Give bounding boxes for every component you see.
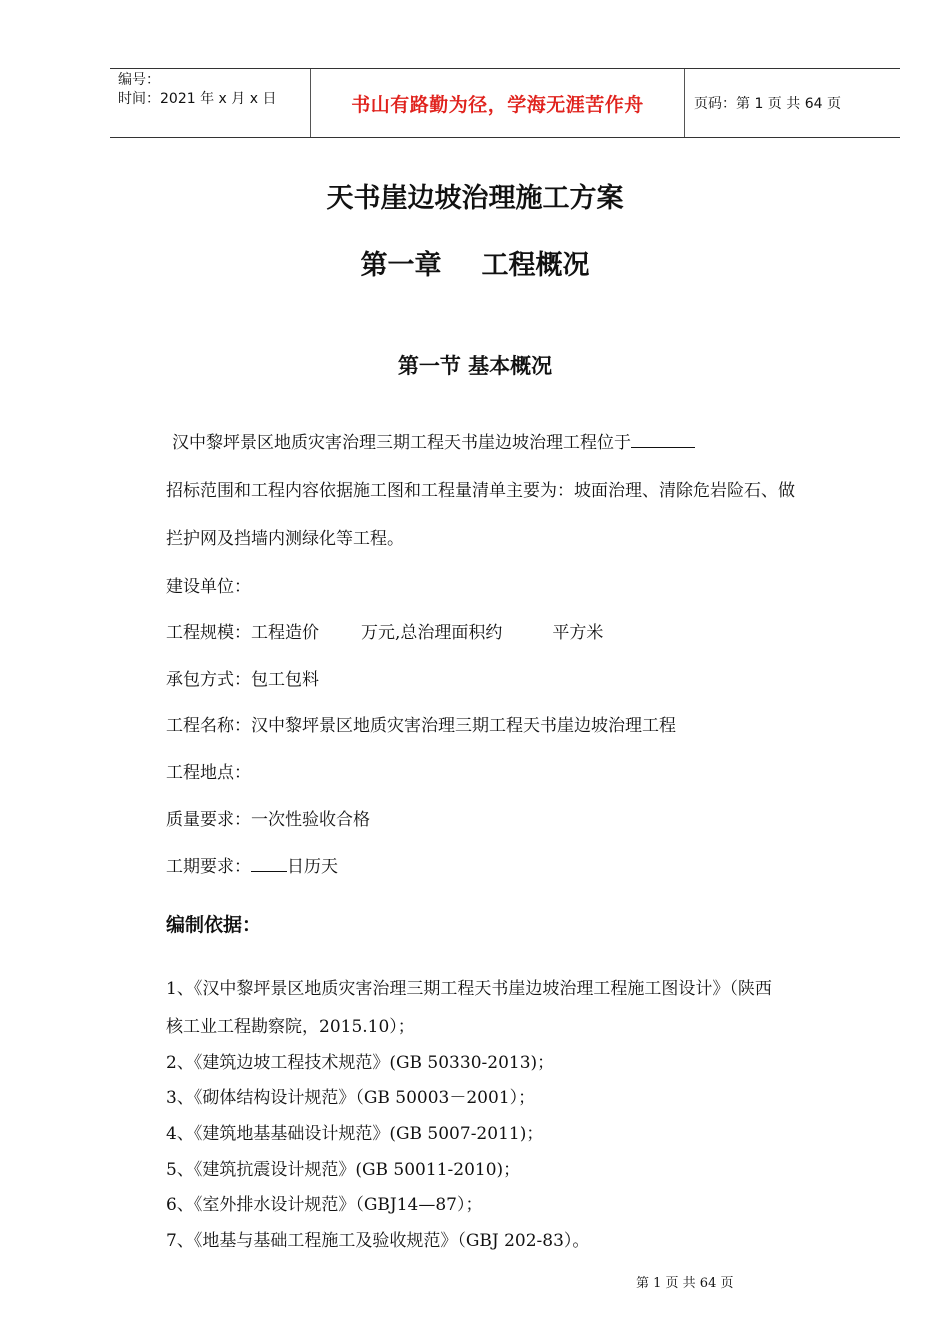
page-header	[110, 68, 900, 138]
page-footer: 第 1 页 共 64 页	[636, 1276, 734, 1291]
scale-area-label: 万元,总治理面积约	[361, 623, 503, 643]
basis-heading: 编制依据：	[166, 914, 262, 936]
chapter-heading	[0, 243, 950, 282]
doc-number-label: 编号：	[118, 72, 160, 88]
chapter-name: 工程概况	[481, 250, 590, 281]
project-name-line: 工程名称：汉中黎坪景区地质灾害治理三期工程天书崖边坡治理工程	[166, 716, 676, 736]
location-text: 汉中黎坪景区地质灾害治理三期工程天书崖边坡治理工程位于	[172, 433, 631, 453]
location-paragraph	[172, 428, 695, 453]
scale-line	[166, 618, 603, 643]
basis-item: 7、《地基与基础工程施工及验收规范》（GBJ 202-83）。	[166, 1231, 590, 1251]
scale-cost-label: 工程规模：工程造价	[166, 623, 319, 643]
owner-line: 建设单位：	[166, 577, 251, 597]
location-blank	[631, 433, 695, 448]
chapter-number: 第一章	[360, 250, 442, 281]
basis-item: 4、《建筑地基基础设计规范》(GB 5007-2011)；	[166, 1124, 544, 1144]
scale-unit: 平方米	[552, 623, 604, 643]
period-label: 工期要求：	[166, 857, 251, 877]
contract-line: 承包方式：包工包料	[166, 670, 319, 690]
doc-time-label: 时间：2021 年 x 月 x 日	[118, 91, 277, 107]
quality-line: 质量要求：一次性验收合格	[166, 810, 370, 830]
header-meta	[110, 69, 311, 137]
basis-item: 2、《建筑边坡工程技术规范》(GB 50330-2013)；	[166, 1053, 555, 1073]
period-unit: 日历天	[287, 857, 338, 877]
basis-item: 6、《室外排水设计规范》（GBJ14—87）；	[166, 1195, 483, 1215]
scope-paragraph-line2: 拦护网及挡墙内测绿化等工程。	[166, 529, 404, 549]
header-page-info: 页码：第 1 页 共 64 页	[694, 96, 841, 112]
document-title: 天书崖边坡治理施工方案	[326, 183, 624, 214]
scope-paragraph-line1: 招标范围和工程内容依据施工图和工程量清单主要为：坡面治理、清除危岩险石、做	[166, 481, 795, 501]
basis-item: 1、《汉中黎坪景区地质灾害治理三期工程天书崖边坡治理工程施工图设计》（陕西	[166, 979, 772, 999]
basis-item: 5、《建筑抗震设计规范》(GB 50011-2010)；	[166, 1160, 521, 1180]
basis-item: 3、《砌体结构设计规范》（GB 50003－2001）；	[166, 1088, 536, 1108]
site-line: 工程地点：	[166, 763, 251, 783]
header-motto: 书山有路勤为径，学海无涯苦作舟	[311, 69, 685, 137]
basis-item: 核工业工程勘察院，2015.10）；	[166, 1017, 415, 1037]
period-blank	[251, 857, 287, 872]
section-heading: 第一节 基本概况	[397, 354, 553, 378]
period-line	[166, 852, 338, 877]
